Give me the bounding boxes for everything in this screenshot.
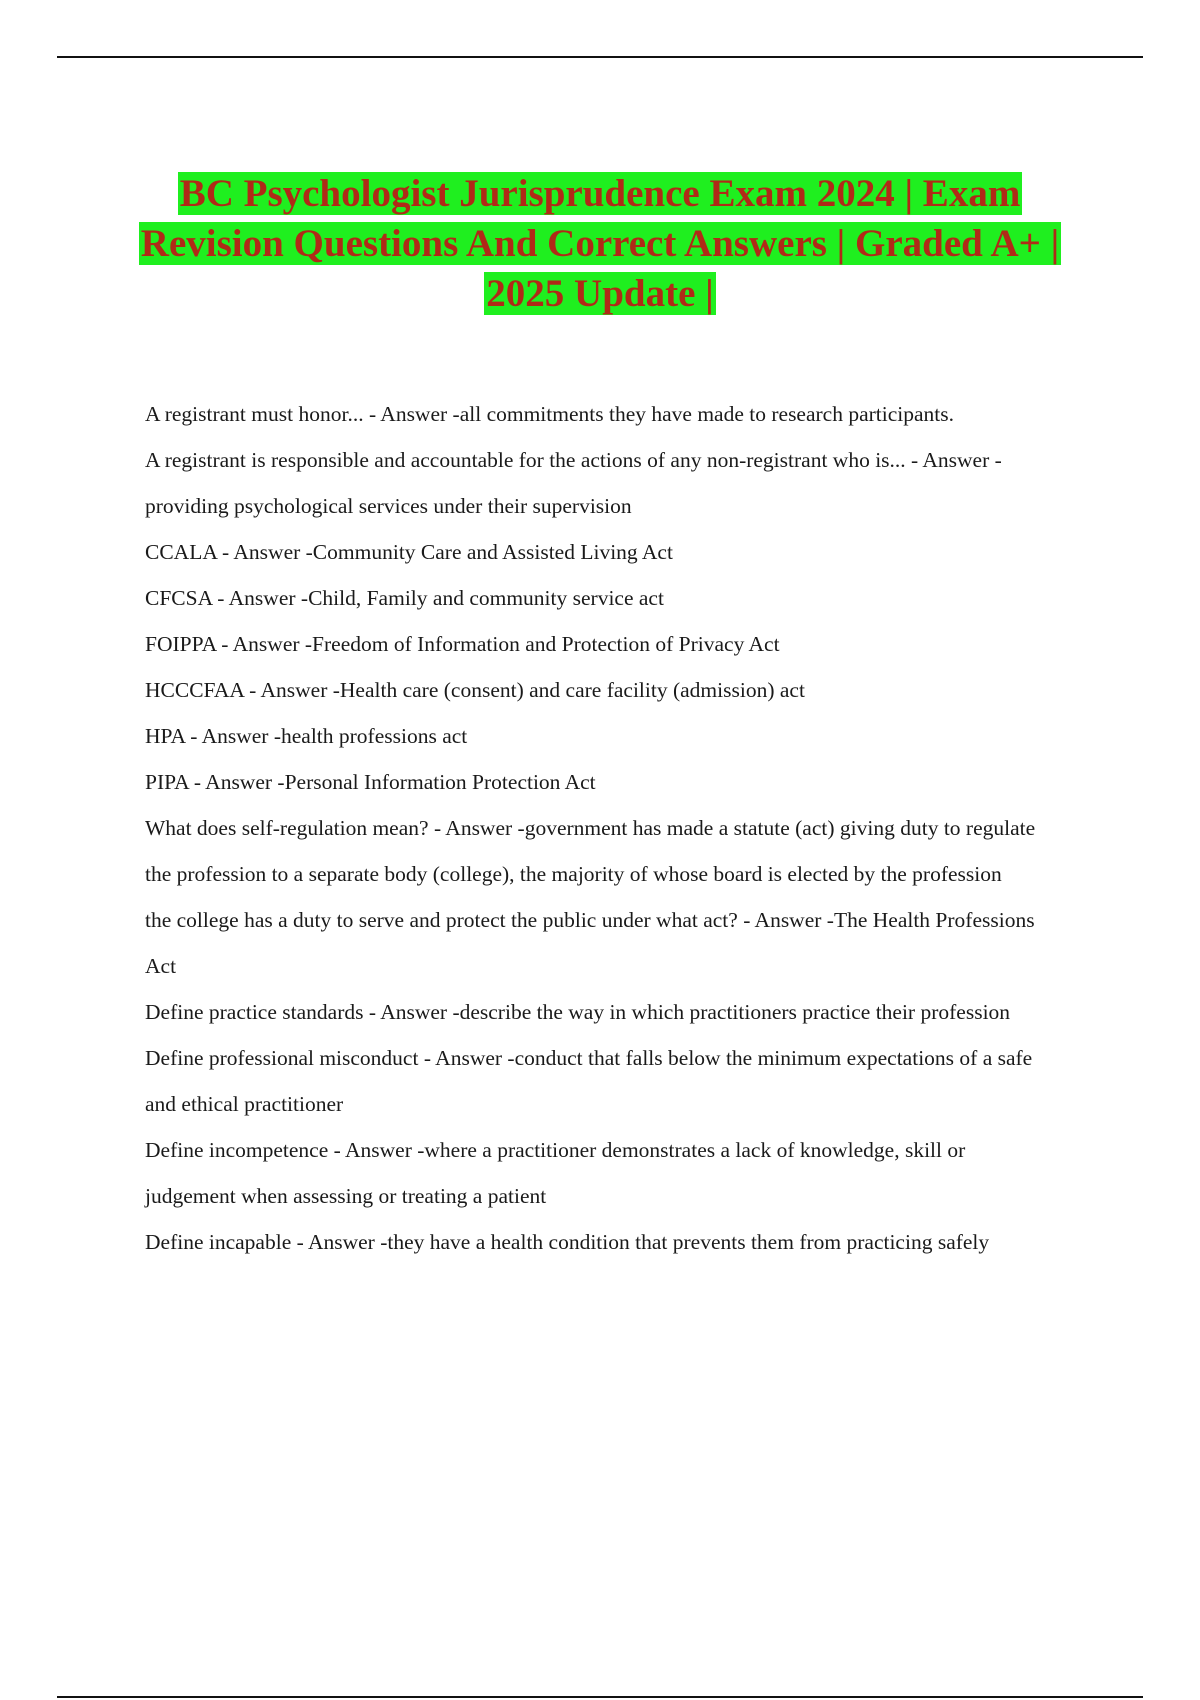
paragraph: HPA - Answer -health professions act [145, 724, 468, 748]
paragraph: providing psychological services under their supervision [145, 494, 632, 518]
paragraph: PIPA - Answer -Personal Information Protection Act [145, 770, 596, 794]
paragraph: Define incompetence - Answer -where a practitioner demonstrates a lack of knowledge, skill or [145, 1138, 966, 1162]
paragraph: the profession to a separate body (college), the majority of whose board is elected by the profession [145, 862, 1002, 886]
paragraph: A registrant must honor... - Answer -all commitments they have made to research participants. [145, 402, 955, 426]
document-title [130, 169, 1070, 319]
paragraph: Act [145, 954, 177, 978]
paragraph: Define professional misconduct - Answer -conduct that falls below the minimum expectations of a safe [145, 1046, 1033, 1070]
paragraph: the college has a duty to serve and protect the public under what act? - Answer -The Health Professions [145, 908, 1035, 932]
top-rule [57, 56, 1143, 58]
document-title-text: BC Psychologist Jurisprudence Exam 2024 | Exam Revision Questions And Correct Answers | Graded A+ | 2025 Update | [140, 172, 1060, 316]
paragraph: judgement when assessing or treating a patient [145, 1184, 547, 1208]
paragraph: A registrant is responsible and accountable for the actions of any non-registrant who is... - Answer - [145, 448, 1002, 472]
paragraph: Define incapable - Answer -they have a health condition that prevents them from practicing safely [145, 1230, 990, 1254]
paragraph: Define practice standards - Answer -describe the way in which practitioners practice their profession [145, 1000, 1011, 1024]
paragraph: CCALA - Answer -Community Care and Assisted Living Act [145, 540, 673, 564]
bottom-rule [57, 1696, 1143, 1698]
document-body [145, 400, 1088, 1274]
paragraph: and ethical practitioner [145, 1092, 344, 1116]
paragraph: HCCCFAA - Answer -Health care (consent) and care facility (admission) act [145, 678, 805, 702]
paragraph: FOIPPA - Answer -Freedom of Information and Protection of Privacy Act [145, 632, 780, 656]
paragraph: What does self-regulation mean? - Answer -government has made a statute (act) giving duty to regulate [145, 816, 1036, 840]
paragraph: CFCSA - Answer -Child, Family and community service act [145, 586, 664, 610]
